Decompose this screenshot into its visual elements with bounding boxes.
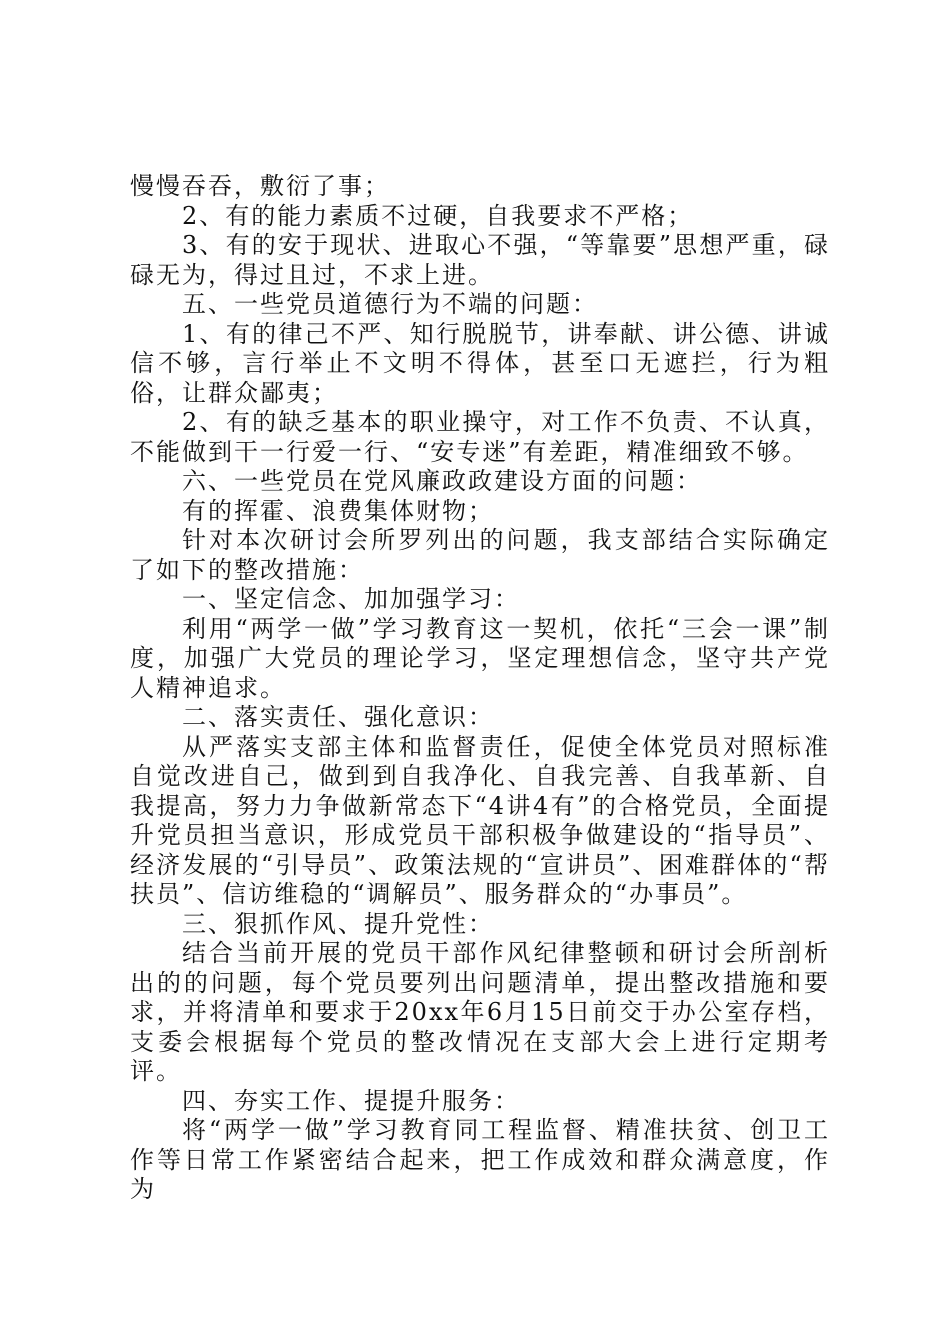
paragraph: 慢慢吞吞，敷衍了事； xyxy=(130,172,390,200)
paragraph: 1、有的律己不严、知行脱脱节，讲奉献、讲公德、讲诚信不够，言行举止不文明不得体，甚至口无遮拦，行为粗俗，让群众鄙夷； xyxy=(130,319,830,407)
paragraph: 结合当前开展的党员干部作风纪律整顿和研讨会所剖析出的的问题，每个党员要列出问题清单，提出整改措施和要求，并将清单和要求于20xx年6月15日前交于办公室存档，支委会根据每个党员的整改情况在支部大会上进行定期考评。 xyxy=(130,939,830,1085)
section-heading: 二、落实责任、强化意识： xyxy=(182,703,494,731)
section-heading: 六、一些党员在党风廉政政建设方面的问题： xyxy=(182,467,702,495)
paragraph: 2、有的能力素质不过硬，自我要求不严格； xyxy=(182,201,694,230)
paragraph: 利用“两学一做”学习教育这一契机，依托“三会一课”制度，加强广大党员的理论学习，坚定理想信念，坚守共产党人精神追求。 xyxy=(130,614,830,702)
section-heading: 一、坚定信念、加加强学习： xyxy=(182,585,520,613)
section-heading: 三、狠抓作风、提升党性： xyxy=(182,909,494,938)
paragraph: 有的挥霍、浪费集体财物； xyxy=(182,496,494,525)
paragraph: 从严落实支部主体和监督责任，促使全体党员对照标准自觉改进自己，做到到自我净化、自我完善、自我革新、自我提高，努力力争做新常态下“4讲4有”的合格党员，全面提升党员担当意识，形成党员干部积极争做建设的“指导员”、经济发展的“引导员”、政策法规的“宣讲员”、困难群体的“帮扶员”、信访维稳的“调解员”、服务群众的“办事员”。 xyxy=(130,732,830,908)
paragraph: 针对本次研讨会所罗列出的问题，我支部结合实际确定了如下的整改措施： xyxy=(130,526,830,584)
section-heading: 四、夯实工作、提提升服务： xyxy=(182,1086,520,1115)
paragraph: 2、有的缺乏基本的职业操守，对工作不负责、不认真，不能做到干一行爱一行、“安专迷”有差距，精准细致不够。 xyxy=(130,408,830,466)
paragraph: 3、有的安于现状、进取心不强，“等靠要”思想严重，碌碌无为，得过且过，不求上进。 xyxy=(130,231,830,289)
document-body xyxy=(130,172,830,1205)
section-heading: 五、一些党员道德行为不端的问题： xyxy=(182,290,598,318)
paragraph: 将“两学一做”学习教育同工程监督、精准扶贫、创卫工作等日常工作紧密结合起来，把工作成效和群众满意度，作为 xyxy=(130,1116,830,1203)
